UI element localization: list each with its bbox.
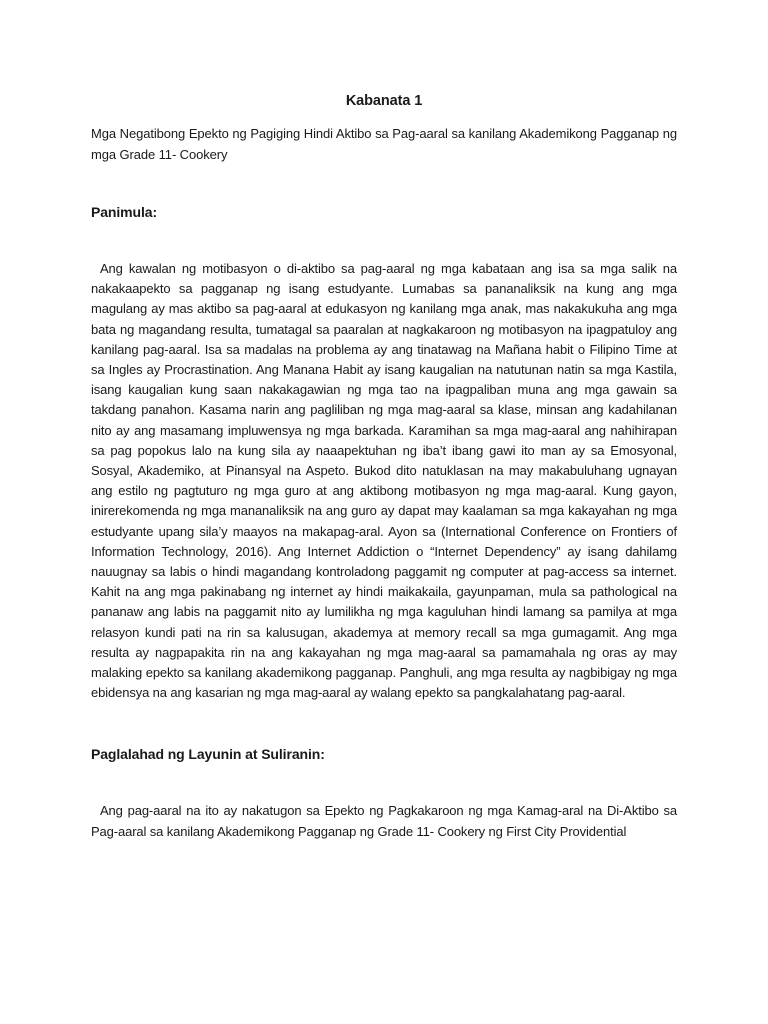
- document-body: [91, 88, 677, 842]
- research-title: Mga Negatibong Epekto ng Pagiging Hindi Aktibo sa Pag-aaral sa kanilang Akademikong Pagganap ng mga Grade 11- Cookery: [91, 126, 677, 162]
- section-heading-layunin-suliranin: Paglalahad ng Layunin at Suliranin:: [91, 746, 325, 763]
- section-heading-panimula: Panimula:: [91, 204, 158, 220]
- paragraph-panimula: Ang kawalan ng motibasyon o di-aktibo sa pag-aaral ng mga kabataan ang isa sa mga salik na nakakaapekto sa pagganap ng isang estudyante. Lumabas sa pananaliksik na kung ang mga magulang ay mas aktibo sa pag-aaral at edukasyon ng kanilang mga anak, mas nakakukuha ang mga bata ng magandang resulta, tumatagal sa paaralan at nagkakaroon ng motibasyon na ipagpatuloy ang kanilang pag-aaral. Isa sa madalas na problema ay ang tinatawag na Mañana habit o Filipino Time at sa Ingles ay Procrastination. Ang Manana Habit ay isang kaugalian na natutunan natin sa mga Kastila, isang kaugalian kung saan nakakagawian ng mga tao na ipagpaliban muna ang mga gawain sa takdang panahon. Kasama narin ang pagliliban ng mga mag-aaral sa klase, minsan ang kadahilanan nito ay ang masamang impluwensya ng mga barkada. Karamihan sa mga mag-aaral ang nahihirapan sa pag popokus lalo na kung sila ay naaapektuhan ng iba’t ibang gawi ito man ay sa Emosyonal, Sosyal, Akademiko, at Pinansyal na Aspeto. Bukod dito natuklasan na may makabuluhang ugnayan ang estilo ng pagtuturo ng mga guro at ang aktibong motibasyon ng mga mag-aaral. Kung gayon, inirerekomenda ng mga mananaliksik na ang guro ay dapat may kaalaman sa mga kakayahan ng mga estudyante upang sila’y maayos na makapag-aral. Ayon sa (International Conference on Frontiers of Information Technology, 2016). Ang Internet Addiction o “Internet Dependency” ay isang dahilamg nauugnay sa labis o hindi magandang kontroladong paggamit ng computer at pag-access sa internet. Kahit na ang mga pakinabang ng internet ay hindi maikakaila, gayunpaman, mula sa pathological na pananaw ang labis na paggamit nito ay lumilikha ng mga kaguluhan hindi lamang sa pamilya at mga relasyon kundi pati na rin sa kalusugan, akademya at memory recall sa mga gumagamit. Ang mga resulta ay nagpapakita rin na ang kakayahan ng mga mag-aaral sa pamamahala ng oras ay may malaking epekto sa kanilang akademikong pagganap. Panghuli, ang mga resulta ay nagbibigay ng mga ebidensya na ang kasarian ng mga mag-aaral ay walang epekto sa pangkalahatang pag-aaral.: [91, 261, 677, 701]
- chapter-title: Kabanata 1: [345, 93, 423, 109]
- paragraph-layunin-suliranin: Ang pag-aaral na ito ay nakatugon sa Epekto ng Pagkakaroon ng mga Kamag-aral na Di-Aktibo sa Pag-aaral sa kanilang Akademikong Pagganap ng Grade 11- Cookery ng First City Providential: [91, 803, 677, 839]
